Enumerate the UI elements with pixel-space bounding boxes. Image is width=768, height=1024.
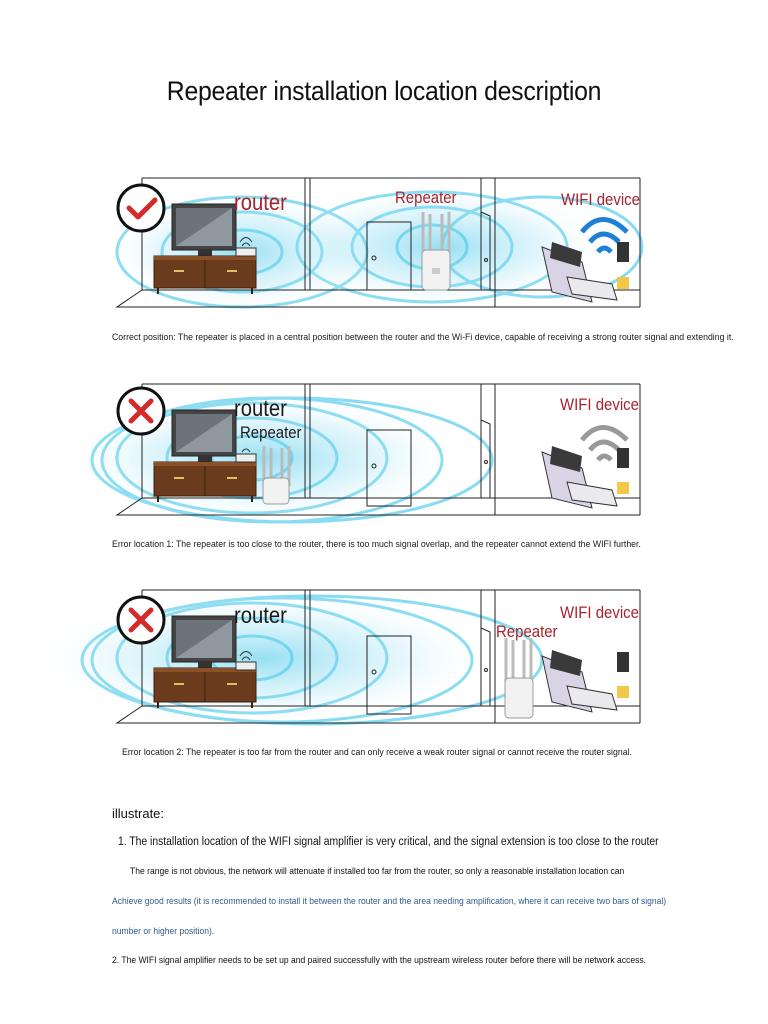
notes-heading: illustrate: (112, 806, 165, 821)
cabinet (154, 462, 256, 502)
repeater-icon (505, 638, 533, 718)
cabinet (154, 668, 256, 708)
cabinet (154, 256, 256, 294)
wifi-device-label: WIFI device (560, 395, 639, 414)
scene-error-2-caption: Error location 2: The repeater is too far from the router and can only receive a weak router signal or cannot receive the router signal. (122, 747, 632, 758)
wifi-device-label: WIFI device (560, 603, 639, 622)
wifi-device-illustration (542, 650, 629, 712)
repeater-label: Repeater (240, 423, 302, 442)
wifi-device-label: WIFI device (561, 190, 640, 209)
scene-error-1-caption: Error location 1: The repeater is too close to the router, there is too much signal overlap, and the repeater cannot extend the WIFI further. (112, 539, 641, 550)
repeater-label: Repeater (395, 188, 457, 207)
router-label: router (234, 395, 287, 421)
check-icon (118, 185, 164, 231)
page-title: Repeater installation location description (166, 76, 602, 106)
wifi-device-illustration (542, 428, 629, 509)
note-item-2: 2. The WIFI signal amplifier needs to be set up and paired successfully with the upstream wireless router before there will be network access. (112, 955, 646, 966)
note-item-1-line-2: The range is not obvious, the network will attenuate if installed too far from the router, so only a reasonable installation location can (130, 866, 625, 877)
note-item-1: 1. The installation location of the WIFI signal amplifier is very critical, and the signal extension is too close to the router (118, 836, 659, 848)
router-label: router (234, 189, 287, 215)
tv-icon (172, 204, 236, 256)
tv-icon (172, 410, 236, 462)
tv-icon (172, 616, 236, 668)
cross-icon (118, 388, 164, 434)
scene-error-1 (112, 380, 642, 520)
note-item-1-line-3: Achieve good results (it is recommended to install it between the router and the area needing amplification, where it can receive two bars of signal) (112, 896, 667, 907)
scene-correct-caption: Correct position: The repeater is placed in a central position between the router and the Wi-Fi device, capable of receiving a strong router signal and extending it. (112, 332, 734, 343)
router-label: router (234, 602, 287, 628)
cross-icon (118, 597, 164, 643)
scene-correct (112, 172, 642, 312)
note-item-1-line-4: number or higher position). (112, 926, 215, 937)
scene-error-2 (112, 588, 642, 728)
repeater-label: Repeater (496, 622, 558, 641)
